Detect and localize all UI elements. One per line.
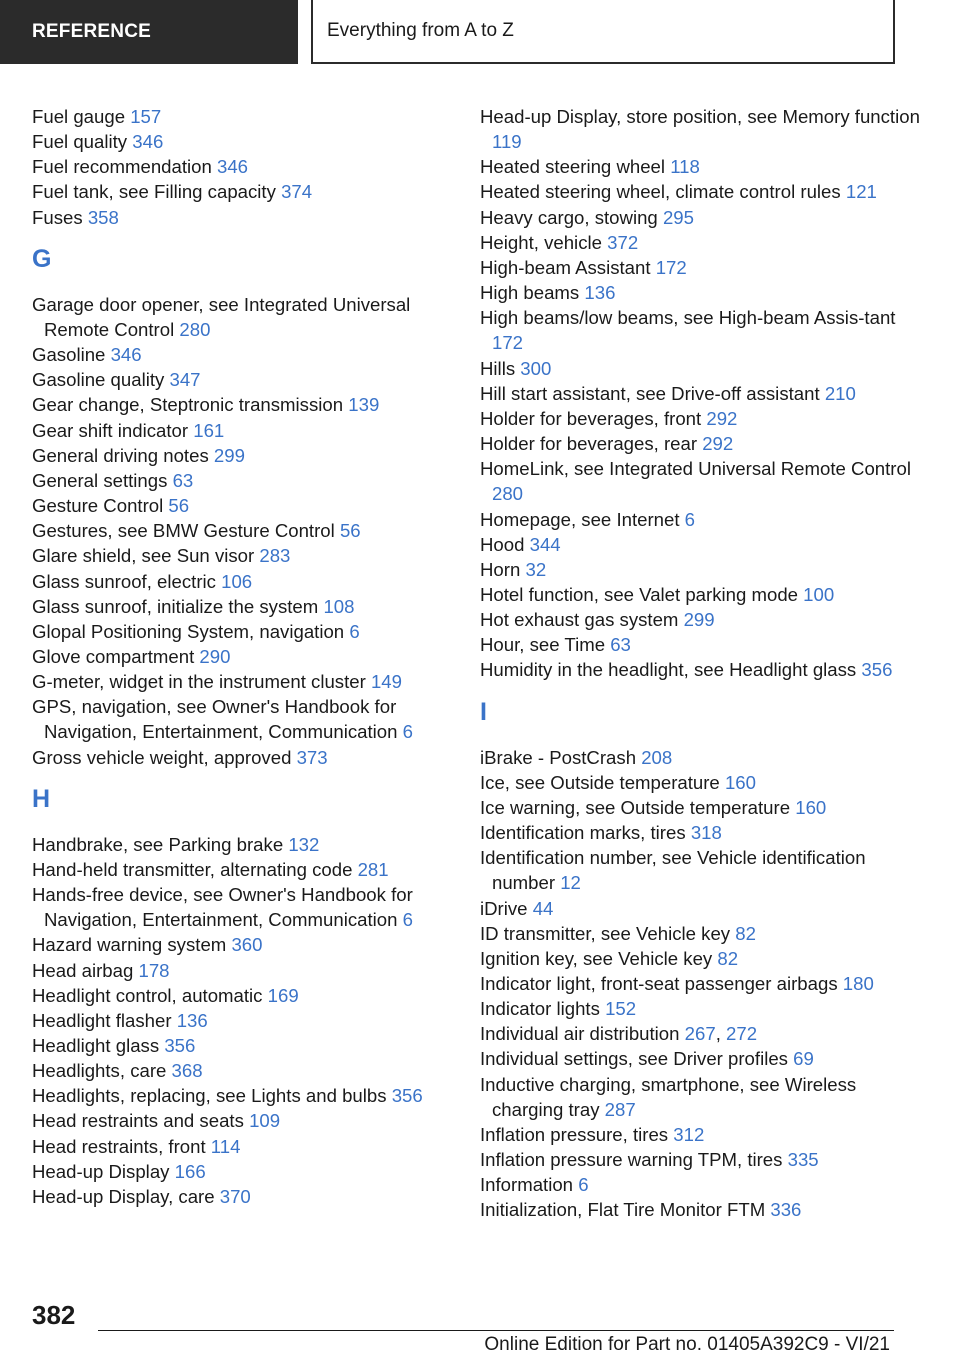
index-entry-term: Gear shift indicator xyxy=(32,419,189,441)
index-entry-term: Handbrake, see Parking brake xyxy=(32,833,284,855)
index-entry-term: ID transmitter, see Vehicle key xyxy=(480,922,731,944)
index-entry-term: Hills xyxy=(480,357,516,379)
index-entry-term: Headlights, care xyxy=(32,1060,167,1082)
index-entry xyxy=(32,983,452,1008)
index-entry xyxy=(32,857,452,882)
index-entry xyxy=(32,292,452,342)
index-entry xyxy=(32,644,452,669)
page-reference-link[interactable]: 132 xyxy=(288,833,320,855)
page-reference-link[interactable]: 161 xyxy=(193,419,225,441)
page-reference-link[interactable]: 346 xyxy=(132,131,164,153)
page-reference-link[interactable]: 56 xyxy=(168,495,190,517)
index-entry-term: Fuel tank, see Filling capacity xyxy=(32,181,276,203)
page-reference-link[interactable]: 178 xyxy=(138,959,170,981)
page-reference-link[interactable]: 373 xyxy=(296,746,328,768)
page-reference-link[interactable]: 290 xyxy=(199,645,231,667)
section-tab xyxy=(0,0,298,64)
page-reference-link[interactable]: 44 xyxy=(532,897,554,919)
index-entry xyxy=(480,356,920,381)
page-reference-link[interactable]: 281 xyxy=(357,858,389,880)
index-entry-term: Glove compartment xyxy=(32,645,195,667)
index-entry xyxy=(480,305,920,355)
index-entry xyxy=(480,607,920,632)
index-entry-term: Headlights, replacing, see Lights and bulbs xyxy=(32,1085,387,1107)
index-entry xyxy=(32,205,452,230)
page-reference-link[interactable]: 295 xyxy=(662,206,694,228)
index-entry xyxy=(32,104,452,129)
page-reference-link[interactable]: 114 xyxy=(210,1135,241,1157)
index-entry xyxy=(480,996,920,1021)
index-entry-term: Hands-free device, see Owner's Handbook for Navigation, Entertainment, Communication xyxy=(32,884,413,931)
footer-divider xyxy=(98,1330,894,1331)
page-reference-link[interactable]: 358 xyxy=(87,206,119,228)
index-entry-term: Indicator lights xyxy=(480,998,600,1020)
page-reference-link[interactable]: 210 xyxy=(824,382,856,404)
index-entry-term: Hood xyxy=(480,533,525,555)
index-entry xyxy=(32,594,452,619)
index-entry-term: Heated steering wheel, climate control rules xyxy=(480,181,841,203)
page-reference-link[interactable]: 335 xyxy=(787,1149,819,1171)
index-entry-term: Humidity in the headlight, see Headlight glass xyxy=(480,659,857,681)
index-entry xyxy=(480,1172,920,1197)
index-entry xyxy=(32,882,452,932)
index-entry xyxy=(480,431,920,456)
index-entry xyxy=(32,418,452,443)
index-entry-term: Height, vehicle xyxy=(480,231,602,253)
index-entry xyxy=(480,582,920,607)
index-entry xyxy=(32,1108,452,1133)
page-reference-link[interactable]: 6 xyxy=(684,508,696,530)
page-reference-link[interactable]: 292 xyxy=(702,433,734,455)
page-reference-link[interactable]: 108 xyxy=(323,595,355,617)
index-entry-term: Head-up Display, store position, see Memory function xyxy=(480,106,920,127)
index-entry-term: Hill start assistant, see Drive-off assistant xyxy=(480,382,820,404)
page-reference-link[interactable]: 136 xyxy=(584,282,616,304)
page-reference-link[interactable]: 346 xyxy=(110,344,142,366)
index-entry-term: Indicator light, front-seat passenger airbags xyxy=(480,973,838,994)
index-entry xyxy=(32,669,452,694)
index-entry-term: Hot exhaust gas system xyxy=(480,609,679,631)
page-number: 382 xyxy=(32,1300,76,1330)
index-entry-term: High-beam Assistant xyxy=(480,256,651,278)
index-entry-term: iDrive xyxy=(480,897,528,919)
index-entry-term: Ice, see Outside temperature xyxy=(480,771,720,793)
index-column-left xyxy=(32,104,452,1209)
page-reference-link[interactable]: 109 xyxy=(249,1110,281,1132)
index-entry xyxy=(480,1046,920,1071)
edition-note: Online Edition for Part no. 01405A392C9 - VI/21 xyxy=(484,1334,890,1355)
page-reference-link[interactable]: 344 xyxy=(529,533,561,555)
index-entry-term: Inflation pressure, tires xyxy=(480,1123,669,1145)
index-entry xyxy=(32,958,452,983)
index-entry-term: Initialization, Flat Tire Monitor FTM xyxy=(480,1199,766,1221)
index-entry xyxy=(480,745,920,770)
page-reference-link[interactable]: 121 xyxy=(845,181,877,203)
index-entry xyxy=(480,456,920,506)
page-reference-link[interactable]: 360 xyxy=(231,934,263,956)
index-entry-term: Gesture Control xyxy=(32,495,164,517)
index-entry-term: Holder for beverages, front xyxy=(480,407,702,429)
index-entry xyxy=(32,832,452,857)
index-entry-term: Gross vehicle weight, approved xyxy=(32,746,292,768)
page-reference-link[interactable]: 6 xyxy=(349,620,360,642)
index-entry-term: High beams xyxy=(480,282,580,304)
page-reference-link[interactable]: 356 xyxy=(164,1035,196,1056)
page-reference-link[interactable]: 119 xyxy=(492,131,522,153)
page-reference-link[interactable]: 106 xyxy=(221,570,253,592)
index-entry-term: Gasoline quality xyxy=(32,369,165,391)
page-reference-link[interactable]: 118 xyxy=(670,156,700,178)
index-entry-term: Hand-held transmitter, alternating code xyxy=(32,858,353,880)
index-entry-term: Horn xyxy=(480,558,521,580)
index-entry-term: General driving notes xyxy=(32,444,209,466)
page-reference-link[interactable]: 280 xyxy=(492,483,524,505)
index-entry-term: Hotel function, see Valet parking mode xyxy=(480,583,798,605)
index-entry xyxy=(32,367,452,392)
page-reference-link[interactable]: 374 xyxy=(281,181,313,203)
index-entry-term: Identification number, see Vehicle identification number xyxy=(480,847,866,894)
index-entry xyxy=(32,1008,452,1033)
index-entry-term: Information xyxy=(480,1174,574,1196)
page-reference-link[interactable]: 370 xyxy=(219,1185,251,1207)
index-entry-term: Glopal Positioning System, navigation xyxy=(32,620,345,642)
index-entry-term: Holder for beverages, rear xyxy=(480,433,698,455)
page-reference-link[interactable]: 318 xyxy=(690,822,722,844)
index-letter-heading: I xyxy=(480,697,487,726)
index-entry xyxy=(480,1147,920,1172)
section-title: REFERENCE xyxy=(32,21,151,42)
index-entry-term: Fuel recommendation xyxy=(32,156,212,178)
page-reference-link[interactable]: 372 xyxy=(607,231,639,253)
index-entry xyxy=(32,694,452,744)
index-entry xyxy=(480,507,920,532)
index-entry xyxy=(32,392,452,417)
index-entry xyxy=(480,255,920,280)
index-entry xyxy=(32,1134,452,1159)
page-reference-link[interactable]: 160 xyxy=(724,771,756,793)
page-reference-link[interactable]: 312 xyxy=(673,1123,705,1145)
index-entry xyxy=(480,104,920,154)
page-reference-link[interactable]: 336 xyxy=(770,1199,802,1221)
index-column-right xyxy=(480,104,920,1223)
page-reference-link[interactable]: 299 xyxy=(683,609,715,631)
page-reference-link[interactable]: 160 xyxy=(795,796,827,818)
page-reference-link[interactable]: 283 xyxy=(259,545,291,567)
index-entry xyxy=(480,632,920,657)
index-entry xyxy=(480,205,920,230)
page-reference-link[interactable]: 299 xyxy=(213,444,245,466)
index-entry-term: Hour, see Time xyxy=(480,634,606,656)
index-entry xyxy=(480,795,920,820)
index-entry-term: Inflation pressure warning TPM, tires xyxy=(480,1149,783,1171)
index-entry-term: Homepage, see Internet xyxy=(480,508,680,530)
index-entry-term: Head restraints, front xyxy=(32,1135,206,1157)
index-entry xyxy=(32,543,452,568)
index-entry-term: Headlight flasher xyxy=(32,1009,172,1031)
index-entry-term: Heated steering wheel xyxy=(480,156,666,178)
index-entry-term: Headlight glass xyxy=(32,1035,160,1056)
page-reference-link[interactable]: 172 xyxy=(492,332,524,354)
index-entry-term: Headlight control, automatic xyxy=(32,984,263,1006)
page-reference-link[interactable]: 180 xyxy=(842,973,874,994)
page-reference-link[interactable]: 368 xyxy=(171,1060,203,1082)
index-entry xyxy=(32,1058,452,1083)
index-entry xyxy=(32,569,452,594)
index-entry-term: Hazard warning system xyxy=(32,934,227,956)
page-reference-link[interactable]: 139 xyxy=(348,394,380,416)
chapter-tab xyxy=(311,0,895,64)
index-entry xyxy=(32,342,452,367)
index-entry xyxy=(480,1197,920,1222)
page-reference-link[interactable]: 267 xyxy=(684,1023,716,1045)
index-entry-term: Garage door opener, see Integrated Universal Remote Control xyxy=(32,293,411,340)
page-reference-link[interactable]: 346 xyxy=(217,156,249,178)
index-entry xyxy=(480,557,920,582)
page-reference-link[interactable]: 6 xyxy=(578,1174,589,1196)
page-reference-link[interactable]: 100 xyxy=(803,583,835,605)
page-reference-link[interactable]: 6 xyxy=(402,909,413,931)
page-reference-link[interactable]: 208 xyxy=(641,746,673,768)
index-entry xyxy=(480,1122,920,1147)
index-entry xyxy=(32,179,452,204)
index-entry xyxy=(480,657,920,682)
index-entry xyxy=(32,745,452,770)
index-entry-term: GPS, navigation, see Owner's Handbook for Navigation, Entertainment, Communication xyxy=(32,696,398,743)
index-letter-heading: H xyxy=(32,784,51,813)
index-entry xyxy=(480,971,920,996)
page-reference-link[interactable]: 356 xyxy=(861,659,893,681)
page-reference-link[interactable]: 12 xyxy=(560,872,581,894)
page-reference-link[interactable]: 292 xyxy=(706,407,738,429)
page-reference-link[interactable]: 82 xyxy=(717,947,739,969)
page-reference-link[interactable]: 166 xyxy=(174,1160,206,1182)
index-entry-term: General settings xyxy=(32,469,168,491)
index-entry-term: Fuses xyxy=(32,206,83,228)
index-entry xyxy=(32,493,452,518)
index-entry xyxy=(32,1184,452,1209)
index-entry-term: Glare shield, see Sun visor xyxy=(32,545,255,567)
index-entry-term: Glass sunroof, electric xyxy=(32,570,216,592)
chapter-title: Everything from A to Z xyxy=(327,20,514,41)
index-entry xyxy=(32,154,452,179)
index-entry xyxy=(480,770,920,795)
index-entry xyxy=(480,532,920,557)
index-entry xyxy=(32,932,452,957)
index-entry-term: Head-up Display xyxy=(32,1160,170,1182)
index-entry-term: Identification marks, tires xyxy=(480,822,686,844)
page-reference-link[interactable]: 82 xyxy=(735,922,756,944)
index-entry-term: HomeLink, see Integrated Universal Remote Control xyxy=(480,458,911,480)
index-entry-term: High beams/low beams, see High-beam Assis‐tant xyxy=(480,307,896,329)
index-entry xyxy=(480,230,920,255)
index-entry xyxy=(480,921,920,946)
index-entry-term: Heavy cargo, stowing xyxy=(480,206,658,228)
index-entry xyxy=(480,179,920,204)
page-reference-link[interactable]: 63 xyxy=(610,634,631,656)
page-reference-link[interactable]: 300 xyxy=(520,357,552,379)
index-entry-term: Individual settings, see Driver profiles xyxy=(480,1048,788,1070)
index-entry xyxy=(480,381,920,406)
index-entry xyxy=(480,1072,920,1122)
index-entry xyxy=(32,129,452,154)
page-reference-link[interactable]: 149 xyxy=(370,671,402,693)
index-entry-term: Fuel quality xyxy=(32,131,128,153)
index-entry-term: Gear change, Steptronic transmission xyxy=(32,394,344,416)
page-reference-link[interactable]: 157 xyxy=(130,106,162,127)
page-reference-link[interactable]: 6 xyxy=(402,721,413,743)
page-reference-link[interactable]: 136 xyxy=(176,1009,208,1031)
page-reference-link[interactable]: 32 xyxy=(525,558,547,580)
index-entry xyxy=(32,468,452,493)
index-entry-term: Ignition key, see Vehicle key xyxy=(480,947,713,969)
index-entry-term: Inductive charging, smartphone, see Wireless charging tray xyxy=(480,1073,857,1120)
index-entry-term: Individual air distribution xyxy=(480,1023,680,1045)
index-entry-term: Fuel gauge xyxy=(32,106,126,127)
index-entry xyxy=(480,406,920,431)
index-entry-term: G-meter, widget in the instrument cluster xyxy=(32,671,366,693)
index-entry-term: Head restraints and seats xyxy=(32,1110,244,1132)
index-entry xyxy=(32,1033,452,1058)
page-reference-link[interactable]: 287 xyxy=(604,1098,636,1120)
index-entry-term: Head airbag xyxy=(32,959,134,981)
index-entry xyxy=(32,1159,452,1184)
index-entry-term: Gestures, see BMW Gesture Control xyxy=(32,520,335,542)
page-reference-link[interactable]: 172 xyxy=(655,256,687,278)
index-entry-term: Gasoline xyxy=(32,344,106,366)
index-entry xyxy=(32,518,452,543)
index-entry-term: Ice warning, see Outside temperature xyxy=(480,796,791,818)
index-entry xyxy=(480,154,920,179)
index-entry xyxy=(32,443,452,468)
index-entry-term: Head-up Display, care xyxy=(32,1185,215,1207)
page-reference-link[interactable]: 152 xyxy=(605,998,637,1020)
index-entry xyxy=(32,1083,452,1108)
index-entry-term: Glass sunroof, initialize the system xyxy=(32,595,319,617)
index-entry xyxy=(480,820,920,845)
index-letter-heading: G xyxy=(32,244,52,273)
index-entry xyxy=(480,845,920,895)
index-entry-term: iBrake - PostCrash xyxy=(480,746,637,768)
page-reference-link[interactable]: 56 xyxy=(339,520,361,542)
index-entry xyxy=(480,280,920,305)
page-reference-link[interactable]: 69 xyxy=(793,1048,814,1070)
index-entry xyxy=(480,896,920,921)
page-reference-link[interactable]: 347 xyxy=(169,369,201,391)
page-reference-link[interactable]: 63 xyxy=(172,469,194,491)
index-entry: Individual air distribution 267, 272 xyxy=(480,1023,758,1045)
page-reference-link[interactable]: 280 xyxy=(179,318,211,340)
page-reference-link[interactable]: 356 xyxy=(391,1085,423,1107)
index-entry xyxy=(32,619,452,644)
index-entry xyxy=(480,946,920,971)
page-reference-link[interactable]: 169 xyxy=(267,984,299,1006)
page-reference-link[interactable]: 272 xyxy=(726,1023,758,1045)
